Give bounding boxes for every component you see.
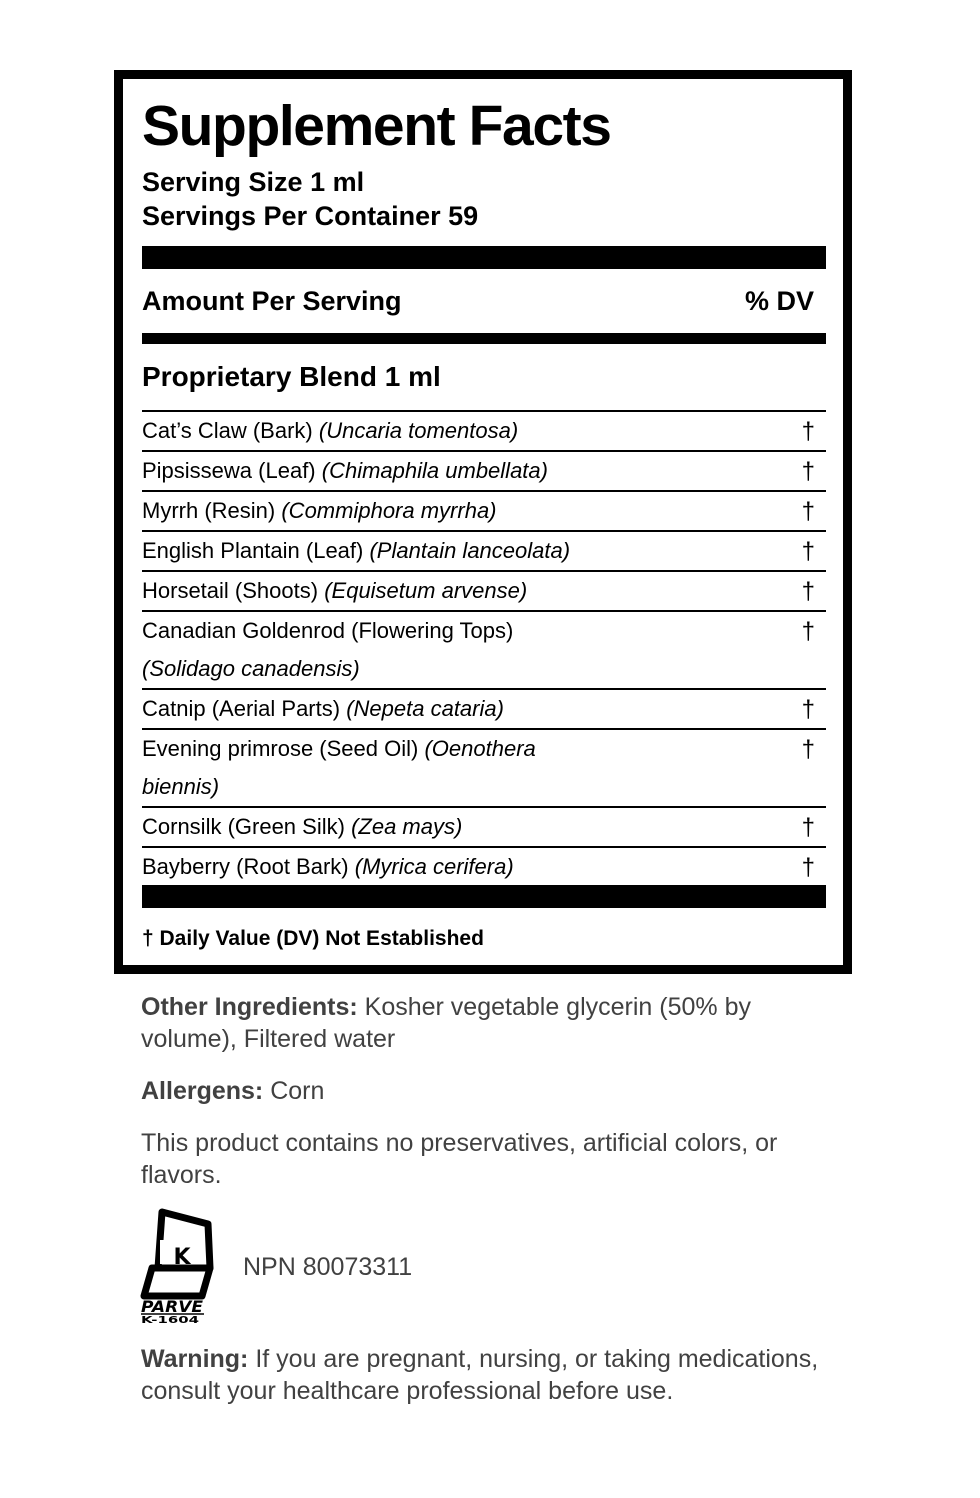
ingredient-latin-name: (Plantain lanceolata): [369, 538, 571, 563]
other-ingredients: [141, 991, 831, 1055]
ingredient-latin-name: (Commiphora myrrha): [281, 498, 497, 523]
ingredient-name: Catnip (Aerial Parts): [142, 696, 341, 721]
ingredient-row: [142, 806, 826, 846]
ingredient-latin-name: (Chimaphila umbellata): [321, 458, 548, 483]
other-ingredients-text: Kosher vegetable glycerin (50% by volume), Filtered water: [141, 993, 751, 1053]
proprietary-blend-label: Proprietary Blend 1 ml: [142, 361, 441, 392]
dagger-mark: †: [801, 418, 815, 445]
ingredient-latin-name: (Uncaria tomentosa): [318, 418, 519, 443]
serving-size: Serving Size 1 ml: [142, 167, 365, 197]
dagger-mark: †: [801, 814, 815, 841]
thick-divider-top: [142, 246, 826, 269]
dagger-mark: †: [801, 736, 815, 763]
dv-footnote: † Daily Value (DV) Not Established: [142, 927, 484, 950]
dagger-mark: †: [801, 854, 815, 881]
ingredient-latin-name: (Nepeta cataria): [346, 696, 504, 721]
kosher-parve-icon: [138, 1208, 216, 1324]
ingredient-row: [142, 530, 826, 570]
kosher-code-text: K-1604: [141, 1315, 200, 1324]
ingredient-row: [142, 688, 826, 728]
kosher-parve-text: PARVE: [141, 1297, 204, 1316]
ingredient-name: English Plantain (Leaf): [142, 538, 364, 563]
ingredient-name: Pipsissewa (Leaf): [142, 458, 316, 483]
supplement-facts-panel: [114, 70, 852, 974]
warning: [141, 1343, 831, 1407]
ingredient-row: [142, 410, 826, 450]
ingredient-name: Cat’s Claw (Bark): [142, 418, 313, 443]
amount-per-serving-label: Amount Per Serving: [142, 286, 402, 316]
kosher-letter: K: [173, 1245, 191, 1270]
allergens: [141, 1075, 831, 1107]
ingredient-latin-name: (Oenothera biennis): [142, 736, 536, 799]
dagger-mark: †: [801, 498, 815, 525]
warning-label: Warning:: [141, 1345, 249, 1373]
ingredient-row: [142, 450, 826, 490]
allergens-label: Allergens:: [141, 1077, 264, 1105]
servings-per-container: Servings Per Container 59: [142, 201, 479, 231]
ingredient-latin-name: (Equisetum arvense): [324, 578, 528, 603]
ingredient-name: Evening primrose (Seed Oil): [142, 736, 419, 761]
ingredient-name: Myrrh (Resin): [142, 498, 276, 523]
ingredient-name: Canadian Goldenrod (Flowering Tops): [142, 618, 514, 643]
ingredient-name: Bayberry (Root Bark): [142, 854, 349, 879]
ingredient-name: Horsetail (Shoots): [142, 578, 319, 603]
preservatives-note: This product contains no preservatives, artificial colors, or flavors.: [141, 1129, 778, 1189]
dagger-mark: †: [801, 538, 815, 565]
ingredient-row: [142, 570, 826, 610]
supplement-facts-title: Supplement Facts: [142, 94, 611, 158]
medium-divider: [142, 333, 826, 344]
dagger-mark: †: [801, 696, 815, 723]
allergens-text: Corn: [270, 1077, 325, 1105]
ingredient-latin-name: (Myrica cerifera): [354, 854, 514, 879]
npn-number: NPN 80073311: [243, 1253, 413, 1281]
ingredient-latin-name: (Zea mays): [351, 814, 463, 839]
thick-divider-bottom: [142, 885, 826, 908]
dagger-mark: †: [801, 618, 815, 645]
warning-text: If you are pregnant, nursing, or taking medications, consult your healthcare professional before use.: [141, 1345, 819, 1405]
ingredient-row: [142, 846, 826, 886]
dv-header: % DV: [744, 286, 814, 316]
ingredient-row: [142, 490, 826, 530]
ingredient-row: [142, 728, 826, 806]
ingredient-list: [142, 410, 826, 886]
dagger-mark: †: [801, 578, 815, 605]
ingredient-name: Cornsilk (Green Silk): [142, 814, 345, 839]
ingredient-row: [142, 610, 826, 688]
dagger-mark: †: [801, 458, 815, 485]
other-ingredients-label: Other Ingredients:: [141, 993, 358, 1021]
ingredient-latin-name: (Solidago canadensis): [142, 656, 360, 681]
amount-per-serving-row: [142, 281, 826, 321]
